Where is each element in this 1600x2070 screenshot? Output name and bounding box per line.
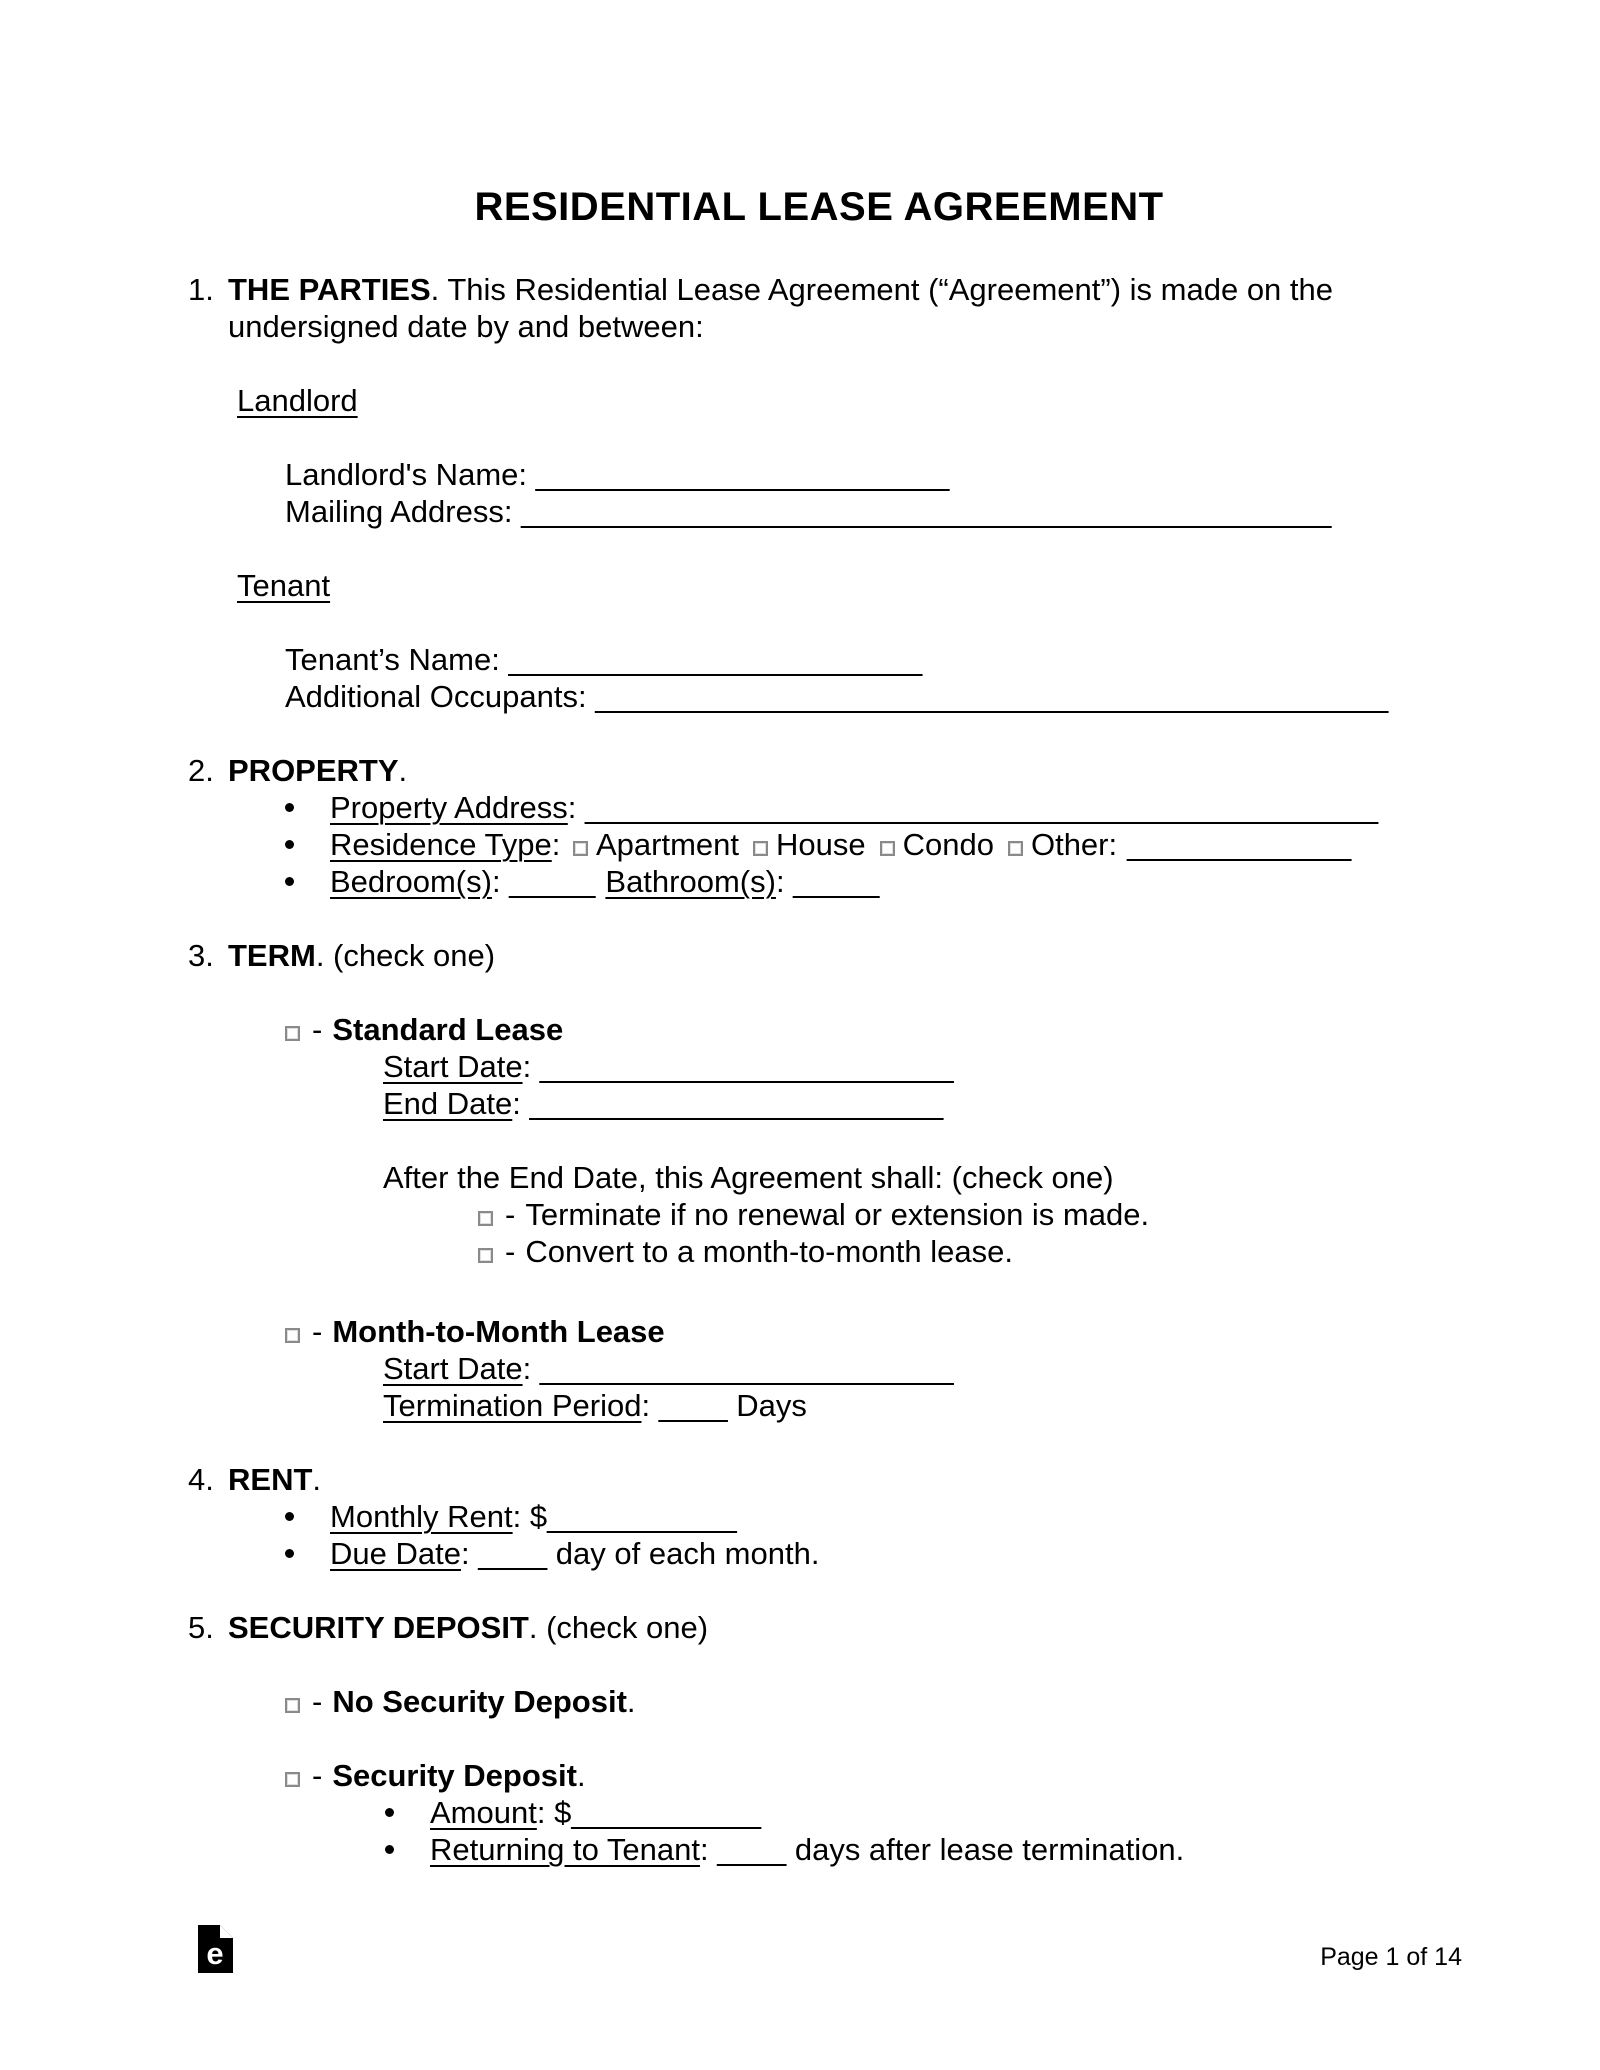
standard-lease-checkbox[interactable] [285, 1026, 300, 1041]
landlord-name-label: Landlord's Name: [285, 457, 527, 492]
mtm-lease-option-row [285, 1313, 1450, 1350]
termination-period-sep: : [641, 1388, 659, 1423]
returning-suffix: days after lease termination. [786, 1832, 1185, 1867]
terminate-checkbox[interactable] [478, 1211, 493, 1226]
property-address-sep: : [567, 790, 586, 825]
start-date-sep: : [522, 1049, 540, 1084]
mailing-address-blank[interactable]: _______________________________________________ [521, 494, 1332, 529]
due-date-row [330, 1535, 1450, 1572]
residence-type-row [330, 826, 1450, 863]
termination-period-suffix: Days [727, 1388, 807, 1423]
document-title: RESIDENTIAL LEASE AGREEMENT [474, 185, 1164, 229]
property-heading-text: PROPERTY [228, 753, 399, 788]
bedrooms-sep: : [491, 864, 510, 899]
section-parties-number: 1. [188, 272, 214, 307]
standard-lease-option-row [285, 1011, 1450, 1048]
residence-type-sep: : [551, 827, 569, 862]
logo-letter: e [206, 1936, 224, 1971]
additional-occupants-blank[interactable]: ______________________________________________ [595, 679, 1389, 714]
mtm-start-date-row [383, 1350, 1450, 1387]
tenant-subheading [237, 567, 1450, 604]
bedrooms-blank[interactable]: _____ [509, 864, 596, 899]
deposit-checkbox[interactable] [285, 1772, 300, 1787]
page-number: Page 1 of 14 [1320, 1943, 1462, 1971]
landlord-name-row [285, 456, 1450, 493]
deposit-option-row [285, 1757, 1450, 1794]
section-deposit-heading [188, 1609, 1450, 1646]
term-heading-suffix: . (check one) [315, 938, 496, 973]
apartment-option-label: Apartment [595, 827, 739, 862]
monthly-rent-label: Monthly Rent [330, 1499, 513, 1534]
returning-label: Returning to Tenant [430, 1832, 701, 1867]
returning-blank[interactable]: ____ [717, 1832, 787, 1867]
mtm-start-date-sep: : [522, 1351, 540, 1386]
bullet-icon [285, 840, 294, 849]
due-date-blank[interactable]: ____ [478, 1536, 548, 1571]
residence-type-label: Residence Type [330, 827, 552, 862]
house-option-label: House [776, 827, 866, 862]
section-term-heading [188, 937, 1450, 974]
no-deposit-option-row [285, 1683, 1450, 1720]
deposit-amount-blank[interactable]: ___________ [571, 1795, 761, 1830]
no-deposit-label: No Security Deposit [332, 1684, 627, 1719]
property-heading-suffix: . [398, 753, 408, 788]
deposit-heading-text: SECURITY DEPOSIT [228, 1610, 529, 1645]
standard-end-date-row [383, 1085, 1450, 1122]
other-checkbox[interactable] [1008, 841, 1023, 856]
deposit-heading-suffix: . (check one) [528, 1610, 709, 1645]
landlord-subheading-text: Landlord [237, 383, 358, 418]
mailing-address-row [285, 493, 1450, 530]
rent-heading-text: RENT [228, 1462, 313, 1497]
monthly-rent-mid: : $ [512, 1499, 548, 1534]
deposit-suffix: . [576, 1758, 586, 1793]
standard-lease-label: Standard Lease [332, 1012, 564, 1047]
bathrooms-sep: : [775, 864, 794, 899]
additional-occupants-label: Additional Occupants: [285, 679, 587, 714]
deposit-returning-row [430, 1831, 1450, 1868]
bullet-icon [385, 1808, 394, 1817]
parties-heading-text: THE PARTIES [228, 272, 431, 307]
section-rent-heading [188, 1461, 1450, 1498]
end-date-sep: : [512, 1086, 530, 1121]
mtm-lease-checkbox[interactable] [285, 1328, 300, 1343]
due-date-suffix: day of each month. [547, 1536, 820, 1571]
tenant-name-row [285, 641, 1450, 678]
convert-option-row [478, 1233, 1450, 1270]
dash-separator: - [312, 1758, 323, 1793]
returning-mid: : [700, 1832, 718, 1867]
section-parties-heading [188, 271, 1450, 345]
deposit-label: Security Deposit [332, 1758, 577, 1793]
tenant-name-blank[interactable]: ________________________ [508, 642, 923, 677]
no-deposit-checkbox[interactable] [285, 1698, 300, 1713]
section-term-number: 3. [188, 938, 214, 973]
no-deposit-suffix: . [626, 1684, 636, 1719]
parties-line2: undersigned date by and between: [228, 309, 704, 344]
bedrooms-label: Bedroom(s) [330, 864, 492, 899]
termination-period-row [383, 1387, 1450, 1424]
rent-heading-suffix: . [312, 1462, 322, 1497]
start-date-label: Start Date [383, 1049, 523, 1084]
section-rent-number: 4. [188, 1462, 214, 1497]
landlord-name-blank[interactable]: ________________________ [535, 457, 950, 492]
bullet-icon [285, 1512, 294, 1521]
terminate-option-label: Terminate if no renewal or extension is made. [525, 1197, 1150, 1232]
monthly-rent-row [330, 1498, 1450, 1535]
terminate-option-row [478, 1196, 1450, 1233]
mtm-start-date-blank[interactable]: ________________________ [539, 1351, 954, 1386]
other-option-label: Other: [1030, 827, 1118, 862]
dash-separator: - [312, 1684, 323, 1719]
mailing-address-label: Mailing Address: [285, 494, 513, 529]
bullet-icon [285, 877, 294, 886]
mtm-start-date-label: Start Date [383, 1351, 523, 1386]
other-blank[interactable]: _____________ [1127, 827, 1352, 862]
deposit-amount-row [430, 1794, 1450, 1831]
standard-start-date-row [383, 1048, 1450, 1085]
termination-period-blank[interactable]: ____ [658, 1388, 728, 1423]
bathrooms-blank[interactable]: _____ [793, 864, 880, 899]
monthly-rent-blank[interactable]: ___________ [547, 1499, 737, 1534]
termination-period-label: Termination Period [383, 1388, 642, 1423]
end-date-blank[interactable]: ________________________ [529, 1086, 944, 1121]
section-property-number: 2. [188, 753, 214, 788]
property-address-row [330, 789, 1450, 826]
bullet-icon [385, 1845, 394, 1854]
condo-option-label: Condo [902, 827, 994, 862]
end-date-label: End Date [383, 1086, 513, 1121]
dash-separator: - [312, 1314, 323, 1349]
deposit-amount-mid: : $ [536, 1795, 572, 1830]
parties-line1-rest: . This Residential Lease Agreement (“Agreement”) is made on the [430, 272, 1334, 307]
tenant-name-label: Tenant’s Name: [285, 642, 500, 677]
section-deposit-number: 5. [188, 1610, 214, 1645]
dash-separator: - [312, 1012, 323, 1047]
property-address-label: Property Address [330, 790, 568, 825]
term-heading-text: TERM [228, 938, 316, 973]
due-date-label: Due Date [330, 1536, 461, 1571]
due-date-mid: : [460, 1536, 479, 1571]
convert-checkbox[interactable] [478, 1248, 493, 1263]
after-end-date-note: After the End Date, this Agreement shall: (check one) [383, 1160, 1114, 1195]
eforms-document-logo-icon [198, 1925, 233, 1973]
section-property-heading [188, 752, 1450, 789]
property-address-blank[interactable]: ______________________________________________ [585, 790, 1379, 825]
additional-occupants-row [285, 678, 1450, 715]
rooms-row [330, 863, 1450, 900]
tenant-subheading-text: Tenant [237, 568, 331, 603]
start-date-blank[interactable]: ________________________ [539, 1049, 954, 1084]
convert-option-label: Convert to a month-to-month lease. [525, 1234, 1013, 1269]
dash-separator: - [505, 1197, 516, 1232]
deposit-amount-label: Amount [430, 1795, 537, 1830]
mtm-lease-label: Month-to-Month Lease [332, 1314, 665, 1349]
house-checkbox[interactable] [753, 841, 768, 856]
bullet-icon [285, 803, 294, 812]
bathrooms-label: Bathroom(s) [605, 864, 776, 899]
apartment-checkbox[interactable] [573, 841, 588, 856]
condo-checkbox[interactable] [880, 841, 895, 856]
dash-separator: - [505, 1234, 516, 1269]
landlord-subheading [237, 382, 1450, 419]
bullet-icon [285, 1549, 294, 1558]
